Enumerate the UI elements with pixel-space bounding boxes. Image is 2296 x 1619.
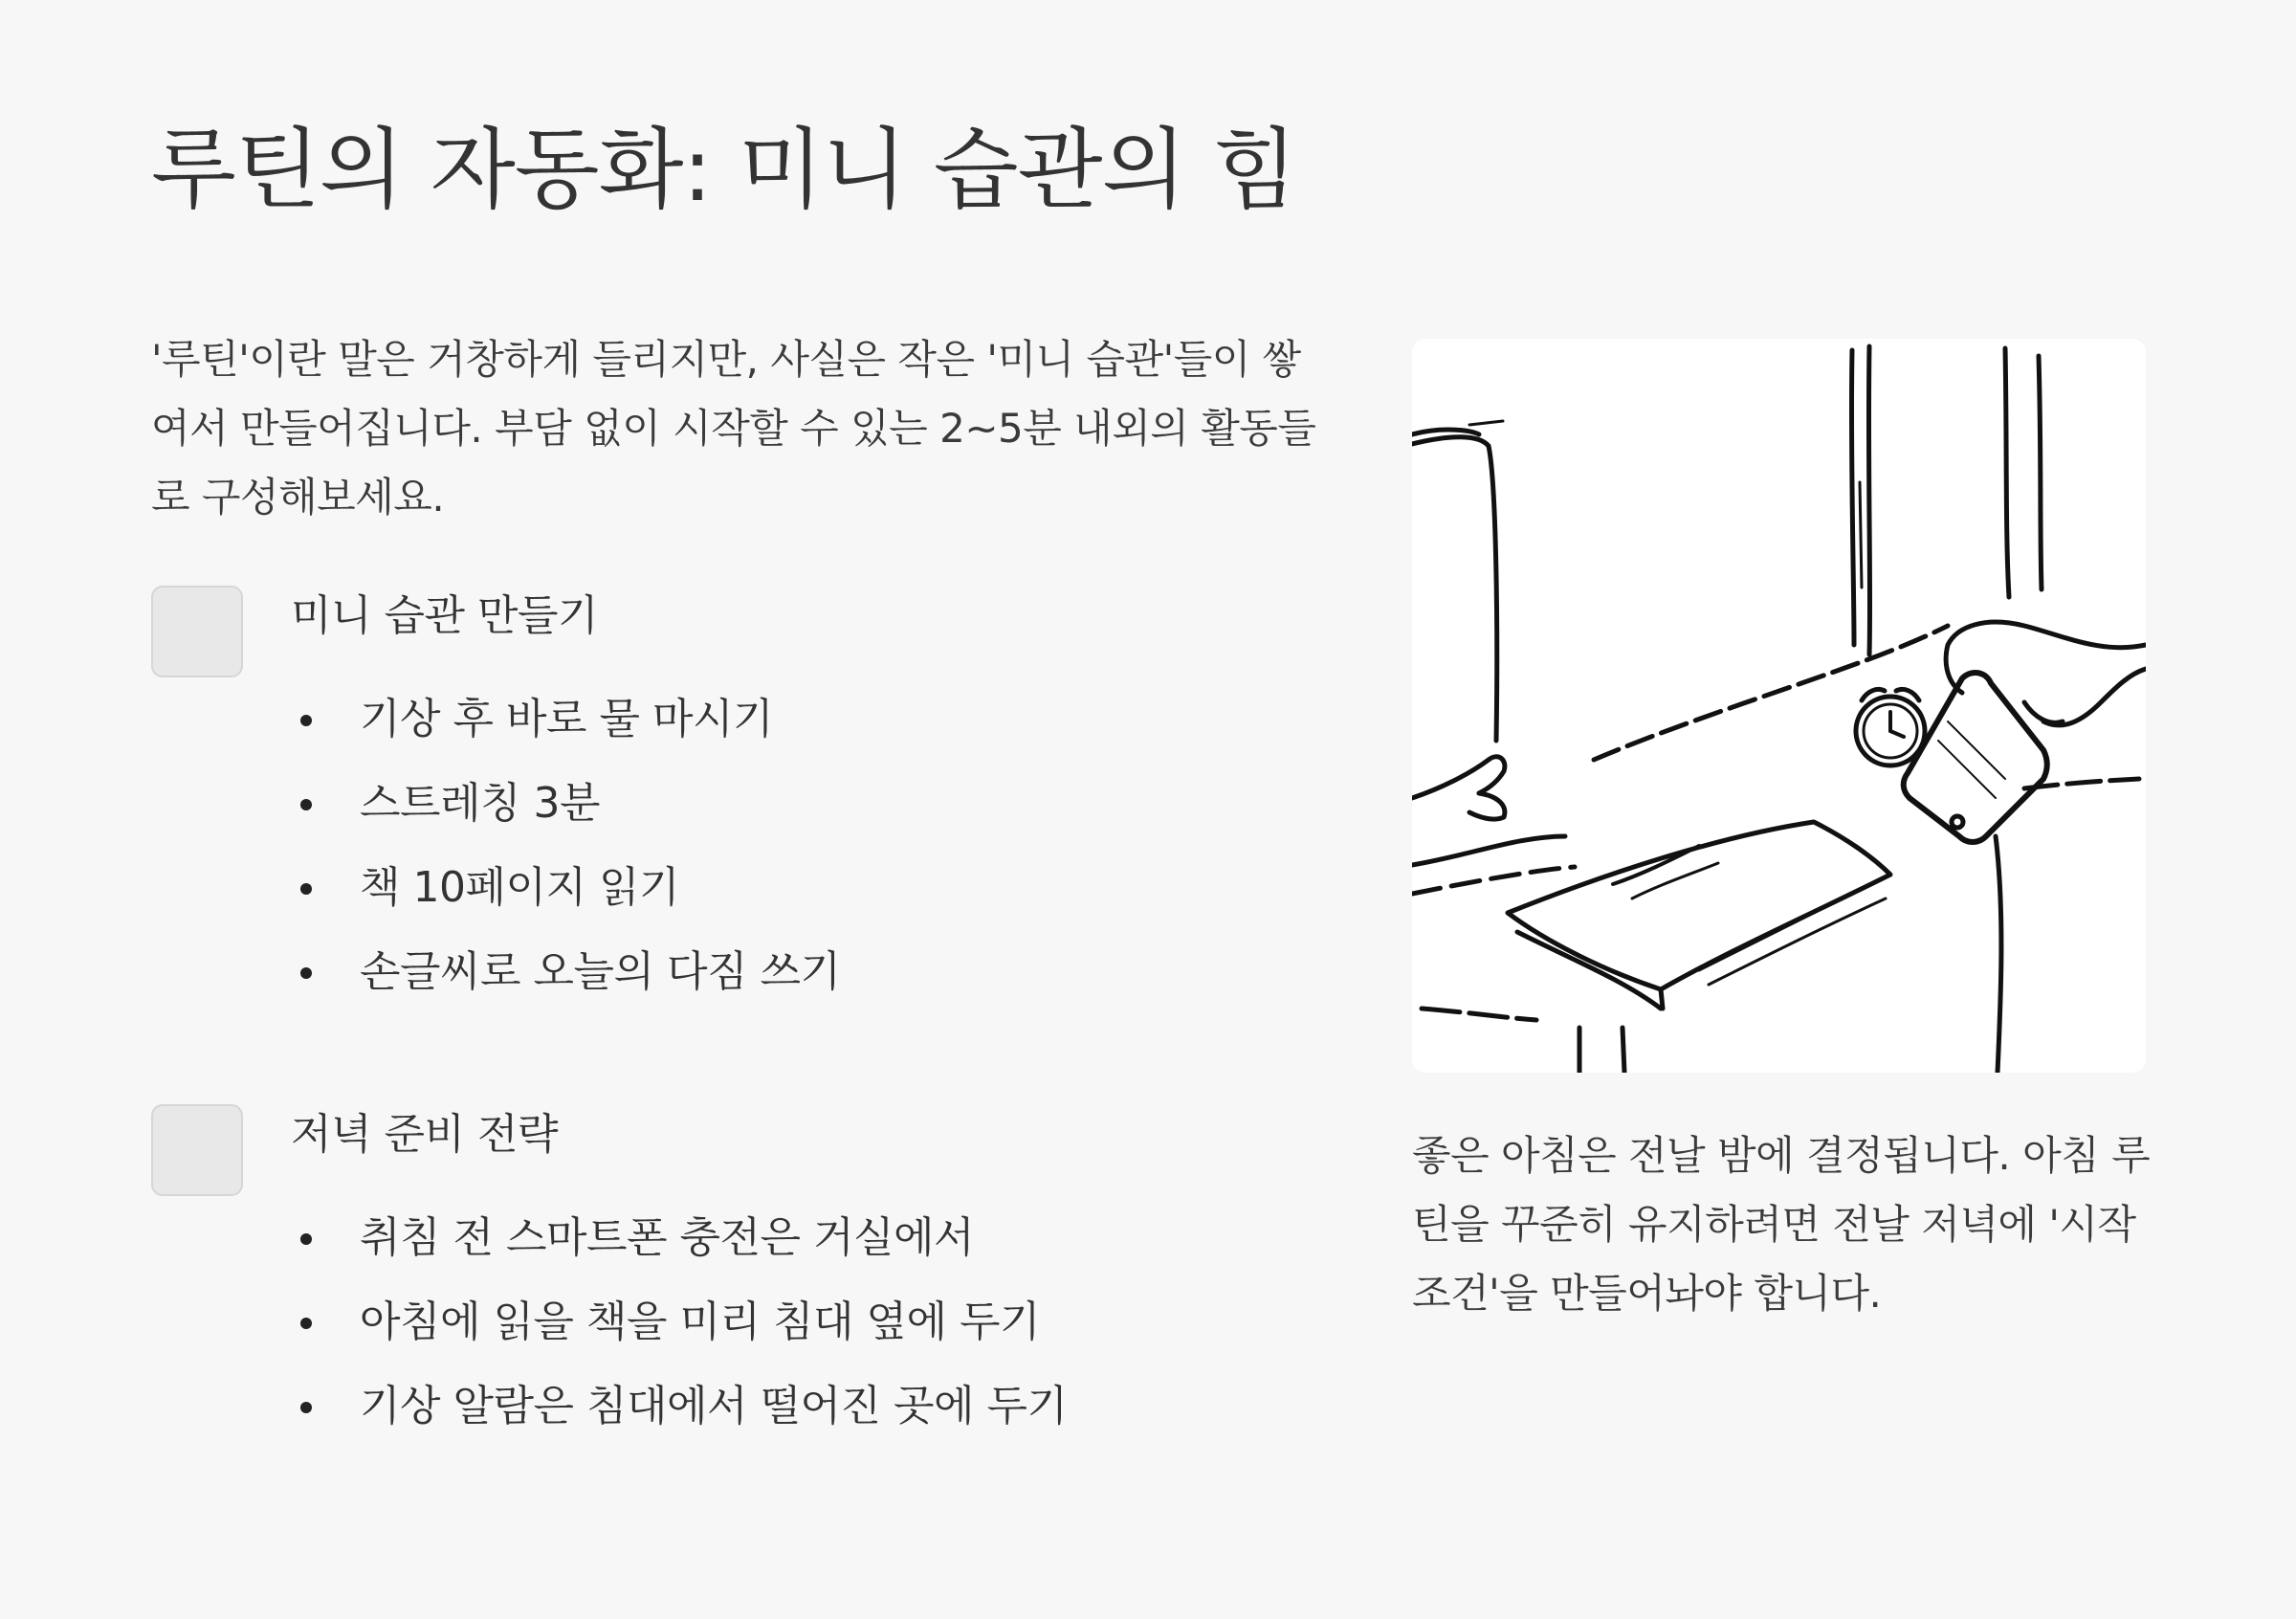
illustration-caption: 좋은 아침은 전날 밤에 결정됩니다. 아침 루틴을 꾸준히 유지하려면 전날 저녁에 '시작 조건'을 만들어놔야 합니다. — [1412, 1132, 2151, 1317]
table-surface-icon — [1412, 626, 2139, 1073]
book-icon — [1508, 822, 1890, 1009]
list-item-text: 스트레칭 3분 — [360, 779, 600, 828]
hand-icon — [1412, 757, 1505, 819]
curtain-lines-icon — [1851, 346, 2042, 654]
bullet-icon — [300, 799, 312, 810]
list-item-text: 기상 후 바로 물 마시기 — [360, 695, 773, 743]
page-title: 루틴의 자동화: 미니 습관의 힘 — [151, 119, 1297, 221]
task-checkbox[interactable] — [151, 586, 243, 677]
list-item-text: 책 10페이지 읽기 — [360, 863, 679, 912]
bullet-icon — [300, 1233, 312, 1245]
list-item — [291, 1364, 1068, 1449]
bullet-icon — [300, 883, 312, 895]
list-item — [291, 930, 841, 1014]
task-heading: 저녁 준비 전략 — [291, 1110, 558, 1159]
task-checkbox[interactable] — [151, 1104, 243, 1196]
intro-paragraph: '루틴'이란 말은 거창하게 들리지만, 사실은 작은 '미니 습관'들이 쌓여서 만들어집니다. 부담 없이 시작할 수 있는 2~5분 내외의 활동들로 구성해보세요. — [151, 336, 1316, 521]
headboard-icon — [1412, 421, 1503, 741]
bullet-icon — [300, 715, 312, 726]
list-item-text: 기상 알람은 침대에서 떨어진 곳에 두기 — [360, 1382, 1068, 1430]
alarm-clock-icon — [1856, 689, 1925, 765]
task-heading: 미니 습관 만들기 — [291, 591, 598, 640]
bullet-icon — [300, 967, 312, 979]
list-item — [291, 1196, 1068, 1280]
list-item — [291, 1280, 1068, 1364]
smartphone-icon — [1904, 673, 2047, 842]
bullet-icon — [300, 1318, 312, 1329]
list-item-text: 아침에 읽을 책을 미리 침대 옆에 두기 — [360, 1297, 1040, 1346]
task-list — [291, 677, 841, 1014]
list-item — [291, 677, 841, 762]
list-item-text: 손글씨로 오늘의 다짐 쓰기 — [360, 947, 841, 996]
bullet-icon — [300, 1402, 312, 1413]
task-list — [291, 1196, 1068, 1449]
list-item — [291, 846, 841, 930]
content-column — [151, 325, 1318, 1430]
bedside-illustration — [1412, 339, 2146, 1073]
list-item — [291, 762, 841, 846]
list-item-text: 취침 전 스마트폰 충전은 거실에서 — [360, 1213, 974, 1262]
